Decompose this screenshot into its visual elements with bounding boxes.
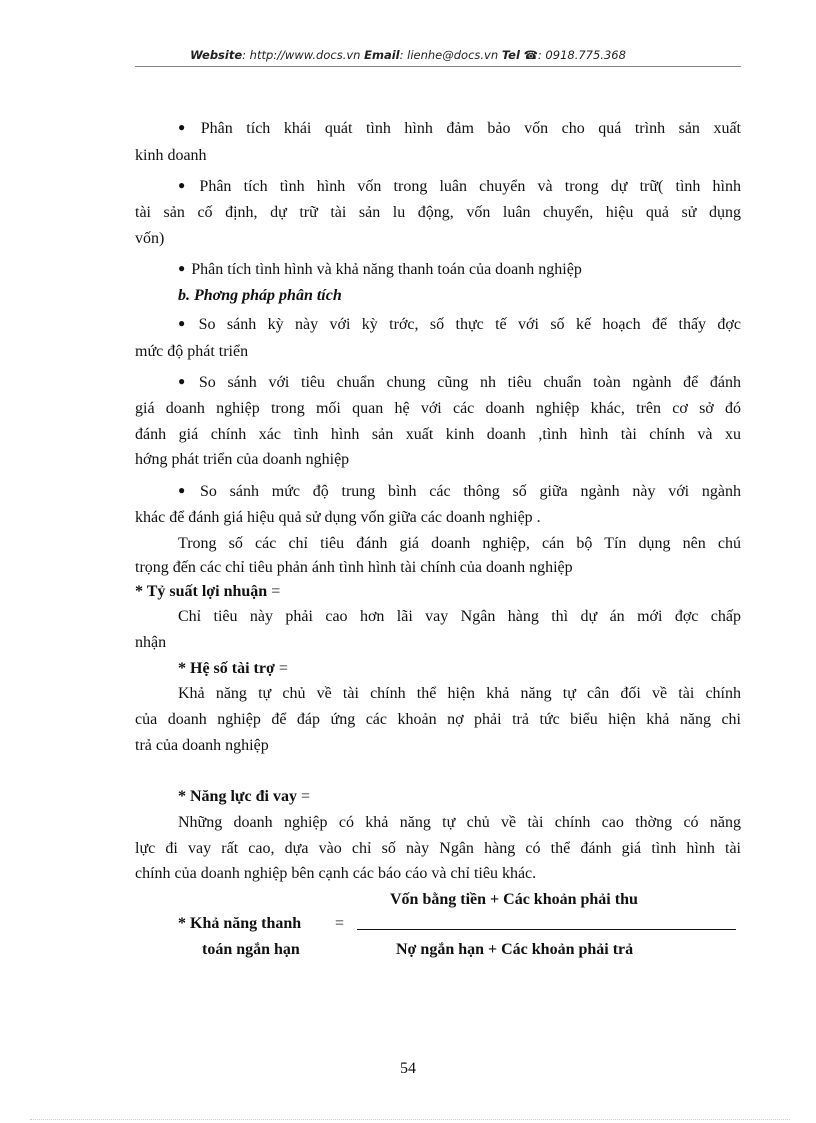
formula-equals: =: [335, 915, 345, 932]
website-value: : http://www.docs.vn: [242, 48, 361, 62]
bullet-3-line-1: ● Phân tích tình hình và khả năng thanh toán của doanh nghiệp: [178, 261, 582, 278]
bullet-1-line-2: kinh doanh: [135, 147, 207, 164]
formula-numerator: Vốn bằng tiền + Các khoản phải thu: [390, 891, 638, 908]
bullet-5-line-2: giá doanh nghiệp trong mối quan hệ với các doanh nghiệp khác, trên cơ sở đó: [135, 400, 741, 417]
bullet-icon: ●: [178, 120, 195, 134]
bullet-icon: ●: [178, 261, 186, 275]
bullet-5-line-3: đánh giá chính xác tình hình sản xuất kinh doanh ,tình hình tài chính và xu: [135, 426, 741, 443]
paragraph-4-line-2: lực đi vay rất cao, dựa vào chỉ số này Ngân hàng có thể đánh giá tình hình tài: [135, 840, 741, 857]
bullet-2-line-3: vốn): [135, 230, 165, 247]
formula-denominator: Nợ ngắn hạn + Các khoản phải trả: [396, 941, 634, 958]
paragraph-3-line-3: trả của doanh nghiệp: [135, 737, 269, 754]
tel-value: : 0918.775.368: [537, 48, 626, 62]
bullet-5-line-1: ● So sánh với tiêu chuẩn chung cũng nh tiêu chuẩn toàn ngành để đánh: [178, 374, 742, 391]
formula-fraction-bar: [357, 929, 736, 930]
paragraph-1-line-1: Trong số các chỉ tiêu đánh giá doanh nghiệp, cán bộ Tín dụng nên chú: [178, 535, 741, 552]
page-header: [0, 48, 816, 62]
bullet-icon: ●: [178, 178, 194, 192]
section-b-heading: b. Phơng pháp phân tích: [178, 287, 342, 304]
formula-label-line-1: * Khả năng thanh: [178, 915, 302, 932]
heading-nang-luc: * Năng lực đi vay =: [178, 788, 310, 805]
formula-label-line-2: toán ngắn hạn: [202, 941, 300, 958]
paragraph-2-line-2: nhận: [135, 634, 167, 651]
bullet-2-line-1: ● Phân tích tình hình vốn trong luân chuyển và trong dự trữ( tình hình: [178, 178, 742, 195]
bullet-1-line-1: ● Phân tích khái quát tình hình đảm bảo vốn cho quá trình sản xuất: [178, 120, 741, 137]
bullet-4-line-1: ● So sánh kỳ này với kỳ trớc, số thực tế với số kế hoạch để thấy đợc: [178, 316, 741, 333]
paragraph-4-line-3: chính của doanh nghiệp bên cạnh các báo cáo và chỉ tiêu khác.: [135, 865, 537, 882]
bullet-6-line-2: khác để đánh giá hiệu quả sử dụng vốn giữa các doanh nghiệp .: [135, 509, 541, 526]
tel-label: Tel: [501, 48, 520, 62]
phone-icon: ☎: [523, 48, 538, 62]
bullet-5-line-4: hớng phát triển của doanh nghiệp: [135, 451, 350, 468]
bullet-icon: ●: [178, 316, 193, 330]
bullet-icon: ●: [178, 483, 195, 497]
bullet-6-line-1: ● So sánh mức độ trung bình các thông số giữa ngành này với ngành: [178, 483, 741, 500]
email-label: Email: [364, 48, 400, 62]
website-label: Website: [190, 48, 243, 62]
heading-he-so: * Hệ số tài trợ =: [178, 660, 288, 677]
bullet-2-line-2: tài sản cố định, dự trữ tài sản lu động, vốn luân chuyển, hiệu quả sử dụng: [135, 204, 741, 221]
email-value: : lienhe@docs.vn: [399, 48, 499, 62]
heading-ty-suat: * Tỷ suất lợi nhuận =: [135, 583, 281, 600]
footer-divider: [30, 1119, 790, 1120]
bullet-4-line-2: mức độ phát triển: [135, 343, 249, 360]
page-number: 54: [400, 1060, 416, 1077]
paragraph-3-line-1: Khả năng tự chủ về tài chính thể hiện khả năng tự cân đối về tài chính: [178, 685, 741, 702]
paragraph-1-line-2: trọng đến các chỉ tiêu phản ánh tình hình tài chính của doanh nghiệp: [135, 559, 573, 576]
paragraph-4-line-1: Những doanh nghiệp có khả năng tự chủ về tài chính cao thờng có năng: [178, 814, 741, 831]
bullet-icon: ●: [178, 374, 193, 388]
paragraph-3-line-2: của doanh nghiệp để đáp ứng các khoản nợ phải trả tức biểu hiện khả năng chi: [135, 711, 741, 728]
header-rule: [135, 66, 741, 67]
paragraph-2-line-1: Chỉ tiêu này phải cao hơn lãi vay Ngân hàng thì dự án mới đợc chấp: [178, 608, 741, 625]
